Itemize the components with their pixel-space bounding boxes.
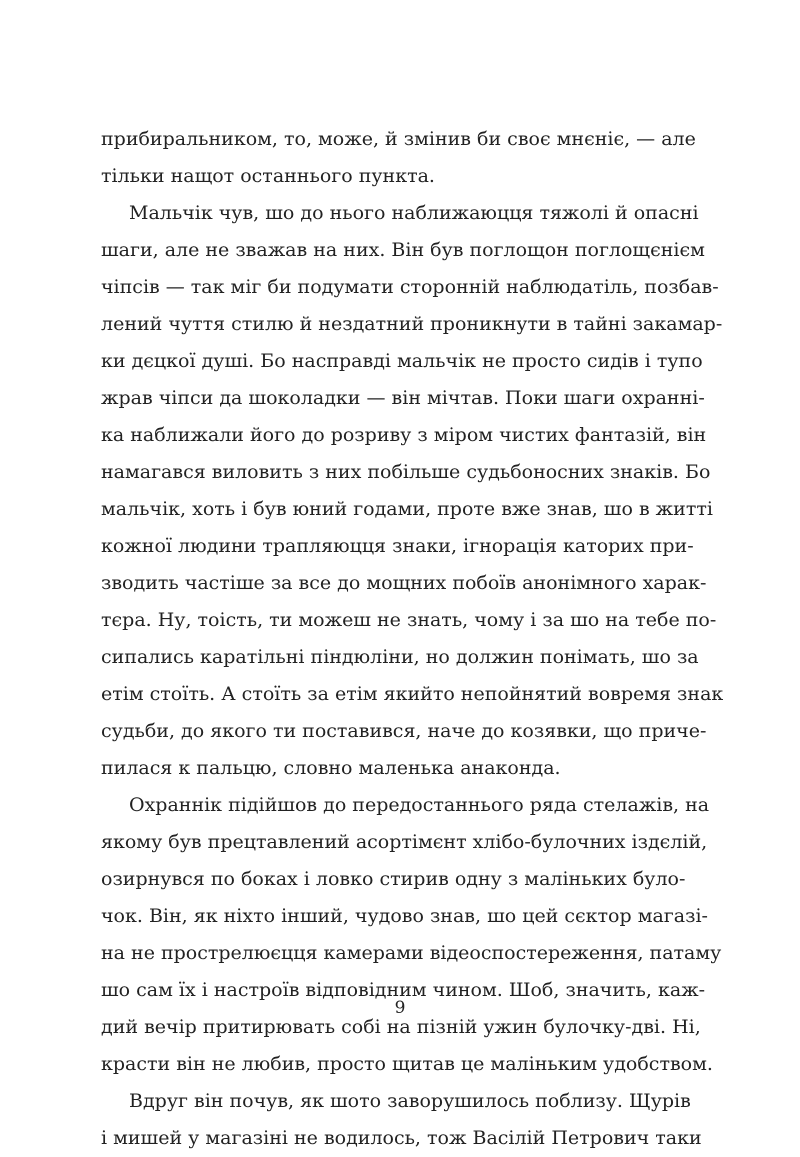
text-line: прибиральником, то, може, й змінив би своє мнєніє, — але bbox=[101, 128, 696, 150]
text-line: тєра. Ну, тоість, ти можеш не знать, чому і за шо на тебе по- bbox=[101, 609, 717, 631]
text-line: красти він не любив, просто щитав це маліньким удобством. bbox=[101, 1053, 713, 1075]
text-line: чок. Він, як ніхто інший, чудово знав, шо цей сєктор магазі- bbox=[101, 905, 708, 927]
text-line: намагався виловить з них побільше судьбоносних знаків. Бо bbox=[101, 461, 711, 483]
text-line: жрав чіпси да шоколадки — він мічтав. Поки шаги охранні- bbox=[101, 387, 705, 409]
text-line: дий вечір притирювать собі на пізній ужин булочку-дві. Ні, bbox=[101, 1016, 701, 1038]
text-line: на не прострелюєцця камерами відеоспостереження, патаму bbox=[101, 942, 722, 964]
text-line: кожної людини трапляюцця знаки, ігнорація каторих при- bbox=[101, 535, 694, 557]
text-line: шо сам їх і настроїв відповідним чином. Шоб, значить, каж- bbox=[101, 979, 706, 1001]
text-line: етім стоїть. А стоїть за етім якийто непойнятий вовремя знак bbox=[101, 683, 724, 705]
text-line: сипались каратільні піндюліни, но должин понімать, шо за bbox=[101, 646, 699, 668]
text-line: мальчік, хоть і був юний годами, проте вже знав, шо в житті bbox=[101, 498, 713, 520]
text-line: Вдруг він почув, як шото заворушилось поблизу. Щурів bbox=[129, 1090, 691, 1112]
paragraph bbox=[101, 195, 724, 787]
text-line: ки дєцкої душі. Бо насправді мальчік не просто сидів і тупо bbox=[101, 350, 703, 372]
text-line: Мальчік чув, шо до нього наближаюцця тяжолі й опасні bbox=[129, 202, 699, 224]
paragraph bbox=[101, 1083, 702, 1157]
text-line: чіпсів — так міг би подумати сторонній наблюдатіль, позбав- bbox=[101, 276, 719, 298]
text-line: шаги, але не зважав на них. Він був поглощон поглощєнієм bbox=[101, 239, 705, 261]
text-line: якому був прецтавлений асортімєнт хлібо-булочних іздєлій, bbox=[101, 831, 708, 853]
text-line: тільки нащот останнього пункта. bbox=[101, 165, 435, 187]
paragraph bbox=[101, 787, 722, 1083]
text-line: зводить частіше за все до мощних побоїв анонімного харак- bbox=[101, 572, 707, 594]
text-line: судьби, до якого ти поставився, наче до козявки, що приче- bbox=[101, 720, 707, 742]
paragraph bbox=[101, 121, 696, 195]
text-line: озирнувся по боках і ловко стирив одну з маліньких було- bbox=[101, 868, 686, 890]
text-line: пилася к пальцю, словно маленька анаконда. bbox=[101, 757, 561, 779]
text-line: лений чуття стилю й нездатний проникнути в тайні закамар- bbox=[101, 313, 723, 335]
page-number: 9 bbox=[394, 998, 406, 1018]
text-line: Охраннік підійшов до передостаннього ряда стелажів, на bbox=[129, 794, 710, 816]
text-line: і мишей у магазіні не водилось, тож Васілій Петрович таки bbox=[101, 1127, 702, 1149]
text-line: ка наближали його до розриву з міром чистих фантазій, він bbox=[101, 424, 707, 446]
